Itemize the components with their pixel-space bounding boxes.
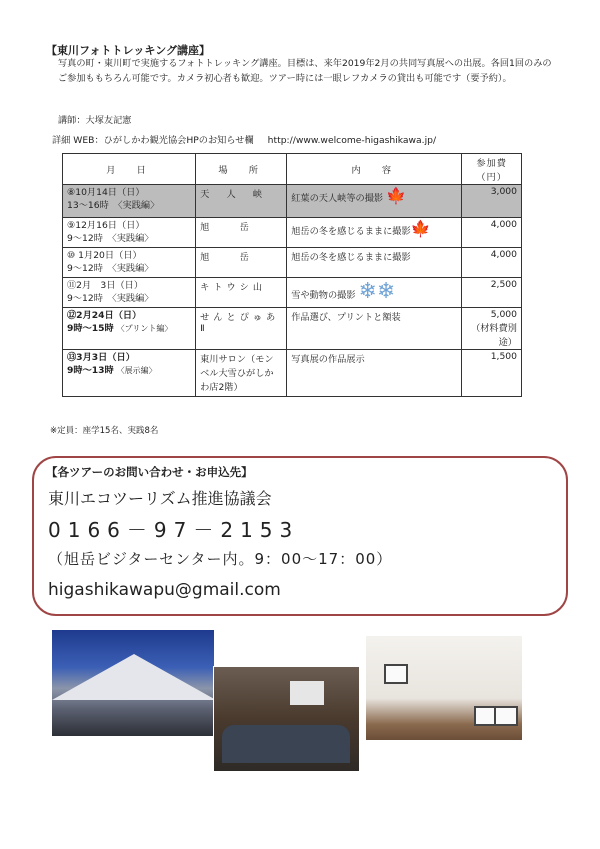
row-place: 天 人 峡 — [196, 185, 287, 218]
snowflake-icon: ❄ — [376, 279, 396, 304]
row-date: ⑪2月 3日（日） 9〜12時 〈実践編〉 — [63, 278, 196, 308]
row-place: 旭 岳 — [196, 248, 287, 278]
row-date: ⑬3月3日（日） 9時〜13時 〈展示編〉 — [63, 350, 196, 397]
table-row — [63, 218, 522, 248]
row-place: 東川サロン（モンベル大雪ひがしかわ店2階） — [196, 350, 287, 397]
capacity-note: ※定員：座学15名、実践8名 — [50, 426, 159, 436]
header-content: 内 容 — [287, 154, 462, 185]
table-row — [63, 350, 522, 397]
row-date: ⑨12月16日（日） 9〜12時 〈実践編〉 — [63, 218, 196, 248]
row-content: 旭岳の冬を感じるままに撮影 — [287, 248, 462, 278]
row-fee: 5,000 （材料費別途） — [462, 308, 522, 350]
header-place: 場 所 — [196, 154, 287, 185]
schedule-table — [62, 153, 522, 397]
row-date: ⑫2月24日（日） 9時〜15時 〈プリント編〉 — [63, 308, 196, 350]
phone-number[interactable]: 0166－97－2153 — [48, 518, 300, 542]
row-fee: 3,000 — [462, 185, 522, 218]
maple-leaf-icon: 🍁 — [410, 219, 431, 238]
row-content: 旭岳の冬を感じるままに撮影🍁 — [287, 218, 462, 248]
row-fee: 2,500 — [462, 278, 522, 308]
row-fee: 4,000 — [462, 248, 522, 278]
table-row — [63, 185, 522, 218]
row-place: せんとぴゅあⅡ — [196, 308, 287, 350]
lecturer: 講師：大塚友記憲 — [58, 115, 132, 126]
table-row — [63, 248, 522, 278]
table-row — [63, 308, 522, 350]
table-row — [63, 278, 522, 308]
email-link[interactable]: higashikawapu@gmail.com — [48, 580, 281, 600]
gallery-photo — [366, 636, 522, 740]
header-fee: 参加費（円） — [462, 154, 522, 185]
row-content: 紅葉の天人峡等の撮影 🍁 — [287, 185, 462, 218]
web-label: 詳細 WEB：ひがしかわ観光協会HPのお知らせ欄 — [52, 135, 254, 146]
row-date: ⑩ 1月20日（日） 9〜12時 〈実践編〉 — [63, 248, 196, 278]
row-content: 雪や動物の撮影 ❄❄ — [287, 278, 462, 308]
row-date: ⑧10月14日（日） 13〜16時 〈実践編〉 — [63, 185, 196, 218]
web-info — [52, 132, 436, 146]
row-place: 旭 岳 — [196, 218, 287, 248]
row-content: 作品選び、プリントと額装 — [287, 308, 462, 350]
contact-label: 【各ツアーのお問い合わせ・お申込先】 — [46, 465, 253, 479]
maple-leaf-icon: 🍁 — [386, 186, 406, 205]
office-hours: （旭岳ビジターセンター内。9：00〜17：00） — [48, 550, 393, 568]
row-place: キトウシ山 — [196, 278, 287, 308]
row-fee: 4,000 — [462, 218, 522, 248]
row-content: 写真展の作品展示 — [287, 350, 462, 397]
classroom-photo — [213, 666, 360, 772]
table-header-row — [63, 154, 522, 185]
header-date: 月 日 — [63, 154, 196, 185]
mountain-photo — [52, 630, 214, 736]
intro-paragraph: 写真の町・東川町で実施するフォトトレッキング講座。目標は、来年2019年2月の共同写真展への出展。各回1回のみのご参加ももちろん可能です。カメラ初心者も歓迎。ツアー時には一眼レフカメラの貸出も可能です（要予約）。 — [58, 58, 552, 84]
snowflake-icon: ❄ — [358, 279, 377, 304]
web-url-link[interactable]: http://www.welcome-higashikawa.jp/ — [267, 135, 437, 146]
organization-name: 東川エコツーリズム推進協議会 — [48, 489, 272, 508]
row-fee: 1,500 — [462, 350, 522, 397]
section-title: 【東川フォトトレッキング講座】 — [46, 44, 211, 57]
